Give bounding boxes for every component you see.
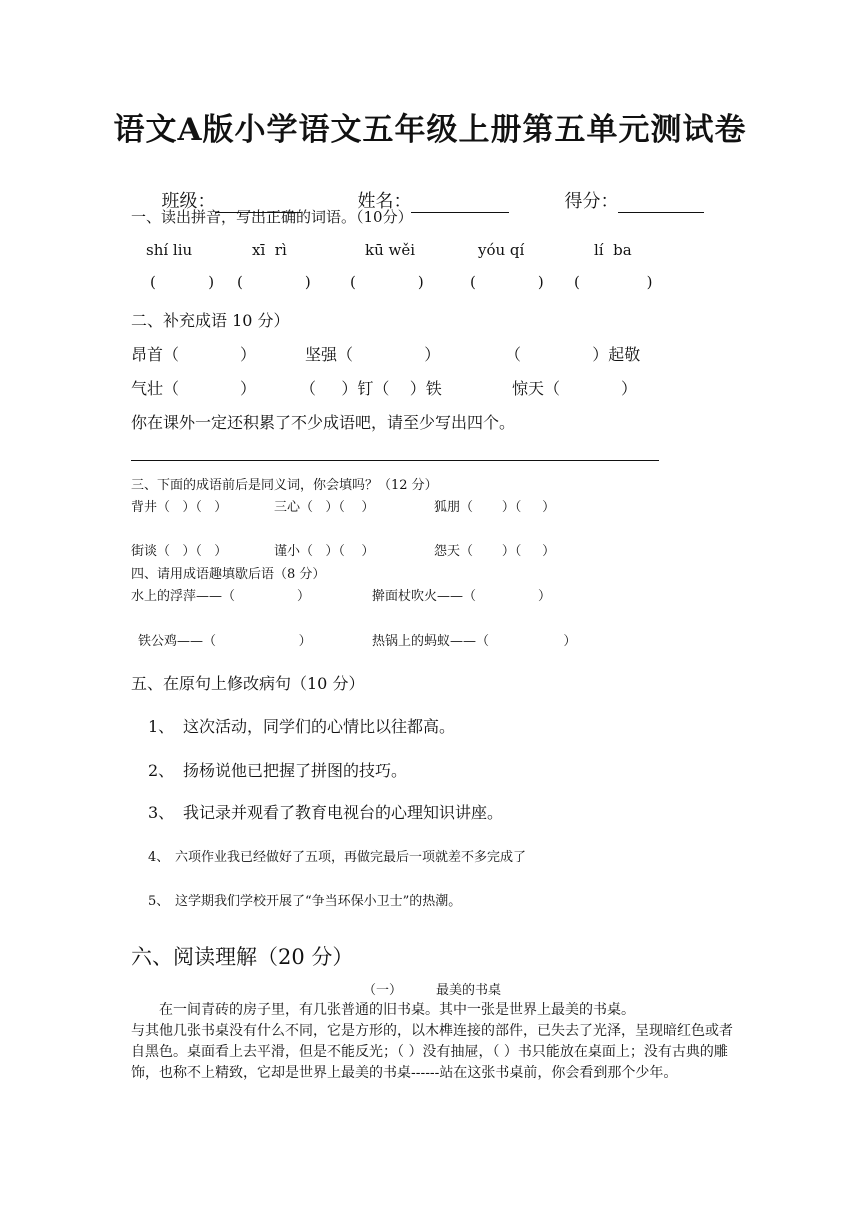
idiom-answer-line[interactable] (131, 460, 659, 461)
class-label: 班级： (161, 191, 216, 212)
synonym-row1-item1[interactable]: 背井（ ）（ ） (131, 500, 228, 515)
pinyin-2: xī rì (252, 241, 287, 259)
idiom-row1-item3[interactable]: （ ）起敬 (505, 345, 641, 364)
idiom-row2-item2[interactable]: （ ）钉（ ）铁 (300, 379, 442, 398)
pinyin-5: lí ba (594, 241, 632, 259)
section6-heading: 六、阅读理解（20 分） (131, 945, 354, 969)
answer-bracket-4[interactable]: ( ) (470, 273, 544, 291)
score-field (553, 166, 704, 213)
idiom-extra-prompt: 你在课外一定还积累了不少成语吧，请至少写出四个。 (131, 413, 516, 432)
answer-bracket-3[interactable]: ( ) (350, 273, 424, 291)
idiom-row1-item2[interactable]: 坚强（ ） (305, 345, 441, 364)
xiehouyu-2[interactable]: 擀面杖吹火——（ ） (372, 589, 551, 604)
section3-heading: 三、下面的成语前后是同义词，你会填吗？（12 分） (131, 478, 438, 493)
xiehouyu-3[interactable]: 铁公鸡——（ ） (138, 634, 312, 649)
xiehouyu-4[interactable]: 热锅上的蚂蚁——（ ） (372, 634, 577, 649)
reading-number: （一） (363, 983, 403, 998)
score-blank[interactable] (618, 192, 704, 213)
synonym-row1-item2[interactable]: 三心（ ）（ ） (274, 500, 375, 515)
page-title: 语文A版小学语文五年级上册第五单元测试卷 (113, 112, 747, 148)
synonym-row1-item3[interactable]: 狐朋（ ）（ ） (434, 500, 556, 515)
score-label: 得分： (564, 191, 619, 212)
sentence-5[interactable]: 这学期我们学校开展了“争当环保小卫士”的热潮。 (175, 894, 462, 909)
sentence-1-number: 1、 (148, 717, 175, 736)
idiom-row2-item3[interactable]: 惊天（ ） (512, 379, 638, 398)
sentence-1[interactable]: 这次活动，同学们的心情比以往都高。 (183, 717, 456, 736)
sentence-4[interactable]: 六项作业我已经做好了五项，再做完最后一项就差不多完成了 (175, 850, 527, 865)
sentence-4-number: 4、 (148, 850, 170, 865)
synonym-row2-item1[interactable]: 街谈（ ）（ ） (131, 544, 228, 559)
reading-paragraph-1: 在一间青砖的房子里，有几张普通的旧书桌。其中一张是世界上最美的书桌。 (159, 1002, 635, 1018)
answer-bracket-2[interactable]: ( ) (237, 273, 311, 291)
reading-paragraph-2: 与其他几张书桌没有什么不同，它是方形的，以木榫连接的部件，已失去了光泽，呈现暗红色或者自黑色。桌面看上去平滑，但是不能反光；（ ）没有抽屉，（ ）书只能放在桌面上；没有古典的雕饰，也称不上精致，它却是世界上最美的书桌------站在这张书桌前，你会看到那个少年。 (131, 1023, 733, 1081)
synonym-row2-item2[interactable]: 谨小（ ）（ ） (274, 544, 375, 559)
name-blank[interactable] (411, 192, 509, 213)
pinyin-3: kū wěi (365, 241, 416, 259)
synonym-row2-item3[interactable]: 怨天（ ）（ ） (434, 544, 556, 559)
section2-heading: 二、补充成语 10 分） (131, 311, 290, 330)
sentence-3[interactable]: 我记录并观看了教育电视台的心理知识讲座。 (183, 803, 504, 822)
xiehouyu-1[interactable]: 水上的浮萍——（ ） (131, 589, 310, 604)
pinyin-4: yóu qí (478, 241, 525, 259)
sentence-2[interactable]: 扬杨说他已把握了拼图的技巧。 (183, 761, 408, 780)
name-label: 姓名： (357, 191, 412, 212)
sentence-2-number: 2、 (148, 761, 175, 780)
section4-heading: 四、请用成语趣填歇后语（8 分） (131, 567, 326, 582)
reading-title: 最美的书桌 (436, 983, 502, 998)
pinyin-1: shí liu (146, 241, 193, 259)
sentence-3-number: 3、 (148, 803, 175, 822)
idiom-row2-item1[interactable]: 气壮（ ） (131, 379, 257, 398)
section1-heading: 一、读出拼音，写出正确的词语。（10分） (131, 208, 413, 226)
answer-bracket-5[interactable]: ( ) (574, 273, 653, 291)
section5-heading: 五、在原句上修改病句（10 分） (131, 674, 365, 693)
answer-bracket-1[interactable]: ( ) (150, 273, 215, 291)
sentence-5-number: 5、 (148, 894, 170, 909)
idiom-row1-item1[interactable]: 昂首（ ） (131, 345, 257, 364)
